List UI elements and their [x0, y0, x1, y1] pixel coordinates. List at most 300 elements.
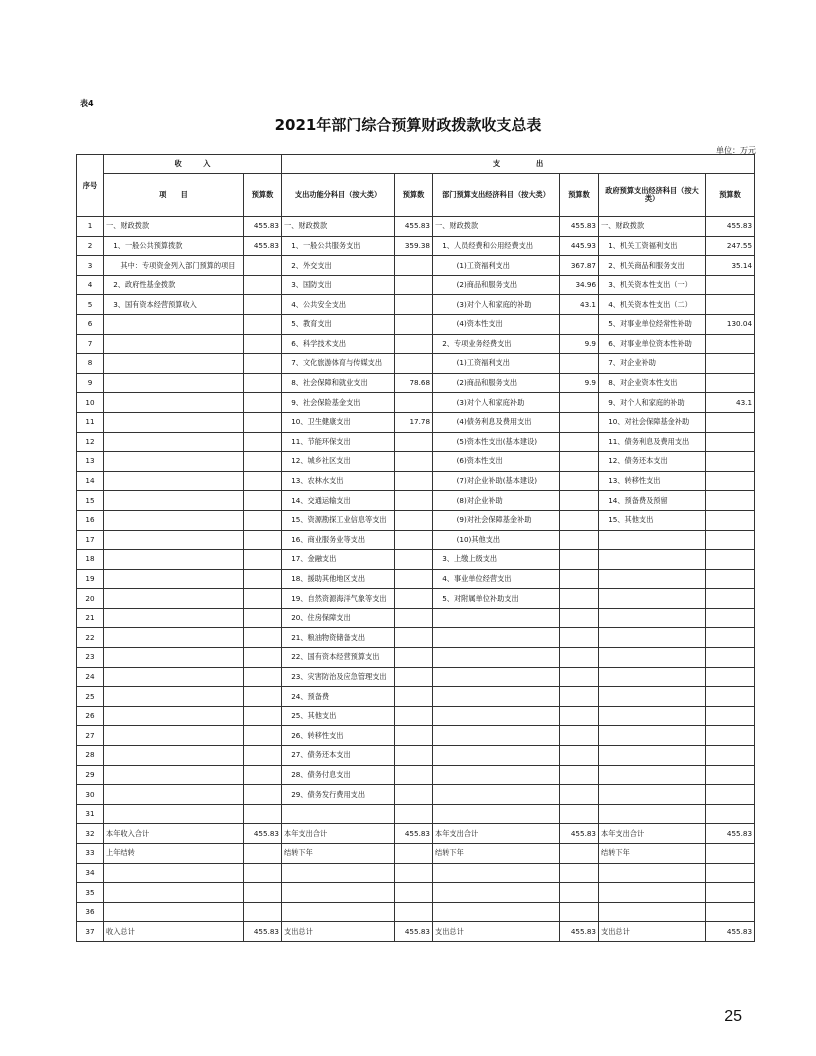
dept-item: 4、事业单位经营支出: [433, 569, 560, 589]
header-item: 项 目: [104, 174, 244, 217]
dept-item: [433, 667, 560, 687]
func-value: [395, 432, 433, 452]
income-item: [104, 510, 244, 530]
dept-value: 367.87: [560, 256, 599, 276]
income-value: [244, 491, 282, 511]
income-value: [244, 452, 282, 472]
gov-value: [706, 706, 755, 726]
func-value: [395, 510, 433, 530]
dept-value: [560, 412, 599, 432]
func-item: 7、文化旅游体育与传媒支出: [282, 354, 395, 374]
gov-item: [599, 687, 706, 707]
header-budget-gov: 预算数: [706, 174, 755, 217]
gov-value: 455.83: [706, 922, 755, 942]
gov-value: [706, 471, 755, 491]
row-seq: 18: [77, 550, 104, 570]
gov-value: [706, 550, 755, 570]
func-value: [395, 471, 433, 491]
gov-value: [706, 844, 755, 864]
table-row: [77, 608, 755, 628]
dept-item: (2)商品和服务支出: [433, 373, 560, 393]
gov-value: [706, 491, 755, 511]
gov-value: 43.1: [706, 393, 755, 413]
gov-item: [599, 804, 706, 824]
income-item: 2、政府性基金拨款: [104, 275, 244, 295]
gov-value: [706, 726, 755, 746]
income-value: [244, 334, 282, 354]
gov-item: 13、转移性支出: [599, 471, 706, 491]
gov-value: [706, 608, 755, 628]
func-value: [395, 628, 433, 648]
dept-value: [560, 785, 599, 805]
dept-item: 一、财政拨款: [433, 217, 560, 237]
func-value: [395, 589, 433, 609]
gov-item: 1、机关工资福利支出: [599, 236, 706, 256]
row-seq: 8: [77, 354, 104, 374]
func-item: 支出总计: [282, 922, 395, 942]
row-seq: 13: [77, 452, 104, 472]
table-row: [77, 530, 755, 550]
income-item: [104, 393, 244, 413]
gov-item: [599, 746, 706, 766]
row-seq: 29: [77, 765, 104, 785]
dept-item: (8)对企业补助: [433, 491, 560, 511]
dept-item: (6)资本性支出: [433, 452, 560, 472]
income-value: [244, 550, 282, 570]
table-row: [77, 706, 755, 726]
table-row: [77, 550, 755, 570]
table-row: [77, 314, 755, 334]
income-value: [244, 471, 282, 491]
func-value: [395, 667, 433, 687]
income-item: [104, 863, 244, 883]
header-budget-dept: 预算数: [560, 174, 599, 217]
header-gov: 政府预算支出经济科目（按大类）: [599, 174, 706, 217]
income-value: 455.83: [244, 236, 282, 256]
table-row: [77, 589, 755, 609]
dept-item: [433, 883, 560, 903]
table-row: [77, 765, 755, 785]
gov-item: [599, 785, 706, 805]
table-row: [77, 452, 755, 472]
gov-value: [706, 804, 755, 824]
gov-value: [706, 275, 755, 295]
func-value: [395, 608, 433, 628]
table-row: [77, 334, 755, 354]
dept-value: [560, 706, 599, 726]
dept-value: [560, 883, 599, 903]
income-item: [104, 452, 244, 472]
dept-value: [560, 589, 599, 609]
dept-value: [560, 863, 599, 883]
gov-value: 455.83: [706, 217, 755, 237]
row-seq: 5: [77, 295, 104, 315]
gov-value: [706, 765, 755, 785]
table-row: [77, 373, 755, 393]
dept-value: [560, 550, 599, 570]
table-row: [77, 844, 755, 864]
dept-item: (3)对个人和家庭补助: [433, 393, 560, 413]
unit-label: 单位：万元: [716, 146, 756, 155]
dept-value: [560, 804, 599, 824]
table-row: [77, 746, 755, 766]
income-item: [104, 314, 244, 334]
func-item: 2、外交支出: [282, 256, 395, 276]
gov-value: 247.55: [706, 236, 755, 256]
dept-item: 本年支出合计: [433, 824, 560, 844]
dept-item: [433, 687, 560, 707]
row-seq: 19: [77, 569, 104, 589]
gov-item: 本年支出合计: [599, 824, 706, 844]
func-item: 1、一般公共服务支出: [282, 236, 395, 256]
func-value: [395, 452, 433, 472]
dept-item: (7)对企业补助(基本建设): [433, 471, 560, 491]
row-seq: 31: [77, 804, 104, 824]
income-item: [104, 608, 244, 628]
row-seq: 15: [77, 491, 104, 511]
func-value: [395, 354, 433, 374]
header-income: 收 入: [104, 155, 282, 174]
dept-value: 455.83: [560, 824, 599, 844]
income-item: [104, 785, 244, 805]
func-value: [395, 902, 433, 922]
table-row: [77, 726, 755, 746]
func-value: 359.38: [395, 236, 433, 256]
gov-item: 14、预备费及预留: [599, 491, 706, 511]
income-item: [104, 569, 244, 589]
gov-item: 5、对事业单位经常性补助: [599, 314, 706, 334]
table-row: [77, 217, 755, 237]
gov-value: [706, 569, 755, 589]
func-value: [395, 275, 433, 295]
row-seq: 37: [77, 922, 104, 942]
table-row: [77, 785, 755, 805]
income-item: [104, 550, 244, 570]
func-value: [395, 746, 433, 766]
row-seq: 30: [77, 785, 104, 805]
gov-item: 6、对事业单位资本性补助: [599, 334, 706, 354]
income-item: 3、国有资本经营预算收入: [104, 295, 244, 315]
gov-item: [599, 863, 706, 883]
func-value: [395, 804, 433, 824]
row-seq: 2: [77, 236, 104, 256]
dept-value: [560, 608, 599, 628]
income-value: 455.83: [244, 217, 282, 237]
func-value: [395, 726, 433, 746]
func-item: 14、交通运输支出: [282, 491, 395, 511]
row-seq: 25: [77, 687, 104, 707]
income-item: 收入总计: [104, 922, 244, 942]
dept-item: (1)工资福利支出: [433, 354, 560, 374]
func-item: 26、转移性支出: [282, 726, 395, 746]
dept-item: [433, 902, 560, 922]
row-seq: 35: [77, 883, 104, 903]
income-item: [104, 471, 244, 491]
gov-item: 7、对企业补助: [599, 354, 706, 374]
gov-value: 455.83: [706, 824, 755, 844]
func-item: 本年支出合计: [282, 824, 395, 844]
dept-value: [560, 569, 599, 589]
dept-item: [433, 765, 560, 785]
func-item: 16、商业服务业等支出: [282, 530, 395, 550]
table-row: [77, 256, 755, 276]
func-item: 8、社会保障和就业支出: [282, 373, 395, 393]
header-budget-income: 预算数: [244, 174, 282, 217]
income-value: [244, 589, 282, 609]
gov-item: [599, 883, 706, 903]
income-item: [104, 412, 244, 432]
gov-item: 9、对个人和家庭的补助: [599, 393, 706, 413]
gov-value: [706, 295, 755, 315]
func-item: 6、科学技术支出: [282, 334, 395, 354]
func-item: 18、援助其他地区支出: [282, 569, 395, 589]
dept-item: (4)债务利息及费用支出: [433, 412, 560, 432]
func-item: 25、其他支出: [282, 706, 395, 726]
row-seq: 14: [77, 471, 104, 491]
func-value: [395, 256, 433, 276]
dept-item: [433, 726, 560, 746]
func-item: 一、财政拨款: [282, 217, 395, 237]
row-seq: 23: [77, 648, 104, 668]
func-value: [395, 550, 433, 570]
dept-value: [560, 726, 599, 746]
row-seq: 11: [77, 412, 104, 432]
func-item: 13、农林水支出: [282, 471, 395, 491]
func-value: [395, 314, 433, 334]
income-value: [244, 314, 282, 334]
row-seq: 21: [77, 608, 104, 628]
dept-value: 43.1: [560, 295, 599, 315]
dept-item: [433, 706, 560, 726]
gov-value: [706, 510, 755, 530]
gov-item: [599, 648, 706, 668]
dept-value: 455.83: [560, 217, 599, 237]
dept-item: (3)对个人和家庭的补助: [433, 295, 560, 315]
row-seq: 22: [77, 628, 104, 648]
func-item: 结转下年: [282, 844, 395, 864]
dept-value: 455.83: [560, 922, 599, 942]
dept-value: 9.9: [560, 334, 599, 354]
table-row: [77, 569, 755, 589]
income-item: [104, 530, 244, 550]
row-seq: 7: [77, 334, 104, 354]
dept-item: [433, 608, 560, 628]
dept-value: [560, 393, 599, 413]
dept-value: [560, 314, 599, 334]
page-number: 25: [724, 1008, 742, 1025]
income-value: [244, 804, 282, 824]
table-row: [77, 236, 755, 256]
func-item: 11、节能环保支出: [282, 432, 395, 452]
func-value: [395, 295, 433, 315]
row-seq: 9: [77, 373, 104, 393]
row-seq: 16: [77, 510, 104, 530]
gov-item: [599, 765, 706, 785]
dept-value: [560, 844, 599, 864]
table-row: [77, 354, 755, 374]
func-item: [282, 902, 395, 922]
table-body: [77, 155, 755, 942]
dept-item: (2)商品和服务支出: [433, 275, 560, 295]
income-item: 1、一般公共预算拨款: [104, 236, 244, 256]
income-value: [244, 412, 282, 432]
func-value: [395, 334, 433, 354]
income-value: [244, 432, 282, 452]
dept-item: 支出总计: [433, 922, 560, 942]
income-item: 其中：专项资金列入部门预算的项目: [104, 256, 244, 276]
table-row: [77, 863, 755, 883]
income-value: [244, 354, 282, 374]
row-seq: 17: [77, 530, 104, 550]
income-value: [244, 530, 282, 550]
dept-value: [560, 746, 599, 766]
func-value: [395, 844, 433, 864]
income-item: [104, 765, 244, 785]
header-func: 支出功能分科目（按大类）: [282, 174, 395, 217]
dept-item: [433, 746, 560, 766]
header-seq: 序号: [77, 155, 104, 217]
income-item: [104, 706, 244, 726]
table-row: [77, 667, 755, 687]
gov-value: [706, 687, 755, 707]
dept-item: (1)工资福利支出: [433, 256, 560, 276]
row-seq: 4: [77, 275, 104, 295]
func-item: 29、债务发行费用支出: [282, 785, 395, 805]
income-value: [244, 726, 282, 746]
income-value: [244, 844, 282, 864]
func-item: 27、债务还本支出: [282, 746, 395, 766]
income-value: [244, 667, 282, 687]
income-value: [244, 608, 282, 628]
income-item: [104, 726, 244, 746]
func-value: [395, 648, 433, 668]
gov-value: [706, 902, 755, 922]
gov-value: [706, 432, 755, 452]
dept-item: 结转下年: [433, 844, 560, 864]
income-value: 455.83: [244, 922, 282, 942]
table-row: [77, 393, 755, 413]
row-seq: 3: [77, 256, 104, 276]
row-seq: 36: [77, 902, 104, 922]
income-value: [244, 902, 282, 922]
income-item: [104, 804, 244, 824]
gov-item: [599, 530, 706, 550]
gov-value: [706, 648, 755, 668]
income-value: [244, 765, 282, 785]
table-row: [77, 432, 755, 452]
func-item: 24、预备费: [282, 687, 395, 707]
dept-value: [560, 452, 599, 472]
dept-value: [560, 491, 599, 511]
income-item: [104, 491, 244, 511]
income-item: [104, 334, 244, 354]
gov-value: [706, 334, 755, 354]
dept-item: (5)资本性支出(基本建设): [433, 432, 560, 452]
func-item: 5、教育支出: [282, 314, 395, 334]
func-value: [395, 393, 433, 413]
func-item: 22、国有资本经营预算支出: [282, 648, 395, 668]
income-item: [104, 902, 244, 922]
dept-item: 3、上缴上级支出: [433, 550, 560, 570]
dept-item: [433, 628, 560, 648]
gov-value: [706, 452, 755, 472]
func-value: [395, 863, 433, 883]
func-item: 21、粮油物资储备支出: [282, 628, 395, 648]
row-seq: 32: [77, 824, 104, 844]
income-item: [104, 589, 244, 609]
header-expense: 支 出: [282, 155, 755, 174]
gov-item: [599, 569, 706, 589]
dept-value: [560, 510, 599, 530]
dept-value: [560, 648, 599, 668]
gov-value: 35.14: [706, 256, 755, 276]
gov-item: 4、机关资本性支出（二）: [599, 295, 706, 315]
func-value: [395, 569, 433, 589]
func-value: [395, 883, 433, 903]
gov-item: [599, 608, 706, 628]
dept-item: [433, 785, 560, 805]
gov-item: [599, 589, 706, 609]
income-value: [244, 746, 282, 766]
income-value: [244, 393, 282, 413]
dept-value: [560, 765, 599, 785]
gov-item: [599, 550, 706, 570]
income-item: [104, 432, 244, 452]
income-item: [104, 648, 244, 668]
row-seq: 33: [77, 844, 104, 864]
row-seq: 6: [77, 314, 104, 334]
income-item: [104, 354, 244, 374]
income-value: [244, 510, 282, 530]
dept-value: 9.9: [560, 373, 599, 393]
income-item: 上年结转: [104, 844, 244, 864]
func-item: 9、社会保险基金支出: [282, 393, 395, 413]
dept-value: [560, 902, 599, 922]
func-value: 78.68: [395, 373, 433, 393]
header-row-1: [77, 155, 755, 174]
gov-item: 8、对企业资本性支出: [599, 373, 706, 393]
income-value: [244, 295, 282, 315]
dept-item: [433, 804, 560, 824]
gov-value: [706, 354, 755, 374]
func-value: [395, 491, 433, 511]
table-row: [77, 510, 755, 530]
row-seq: 34: [77, 863, 104, 883]
table-row: [77, 628, 755, 648]
income-item: 一、财政拨款: [104, 217, 244, 237]
income-value: [244, 706, 282, 726]
func-value: 455.83: [395, 824, 433, 844]
dept-value: [560, 628, 599, 648]
header-budget-func: 预算数: [395, 174, 433, 217]
income-value: [244, 785, 282, 805]
gov-item: [599, 902, 706, 922]
dept-value: [560, 687, 599, 707]
income-value: [244, 628, 282, 648]
gov-value: 130.04: [706, 314, 755, 334]
table-row: [77, 922, 755, 942]
func-value: 17.78: [395, 412, 433, 432]
income-value: [244, 569, 282, 589]
gov-value: [706, 373, 755, 393]
table-label: 表4: [80, 99, 94, 108]
func-value: [395, 706, 433, 726]
income-value: [244, 687, 282, 707]
gov-item: 3、机关资本性支出（一）: [599, 275, 706, 295]
gov-item: 一、财政拨款: [599, 217, 706, 237]
header-row-2: [77, 174, 755, 217]
gov-item: 15、其他支出: [599, 510, 706, 530]
